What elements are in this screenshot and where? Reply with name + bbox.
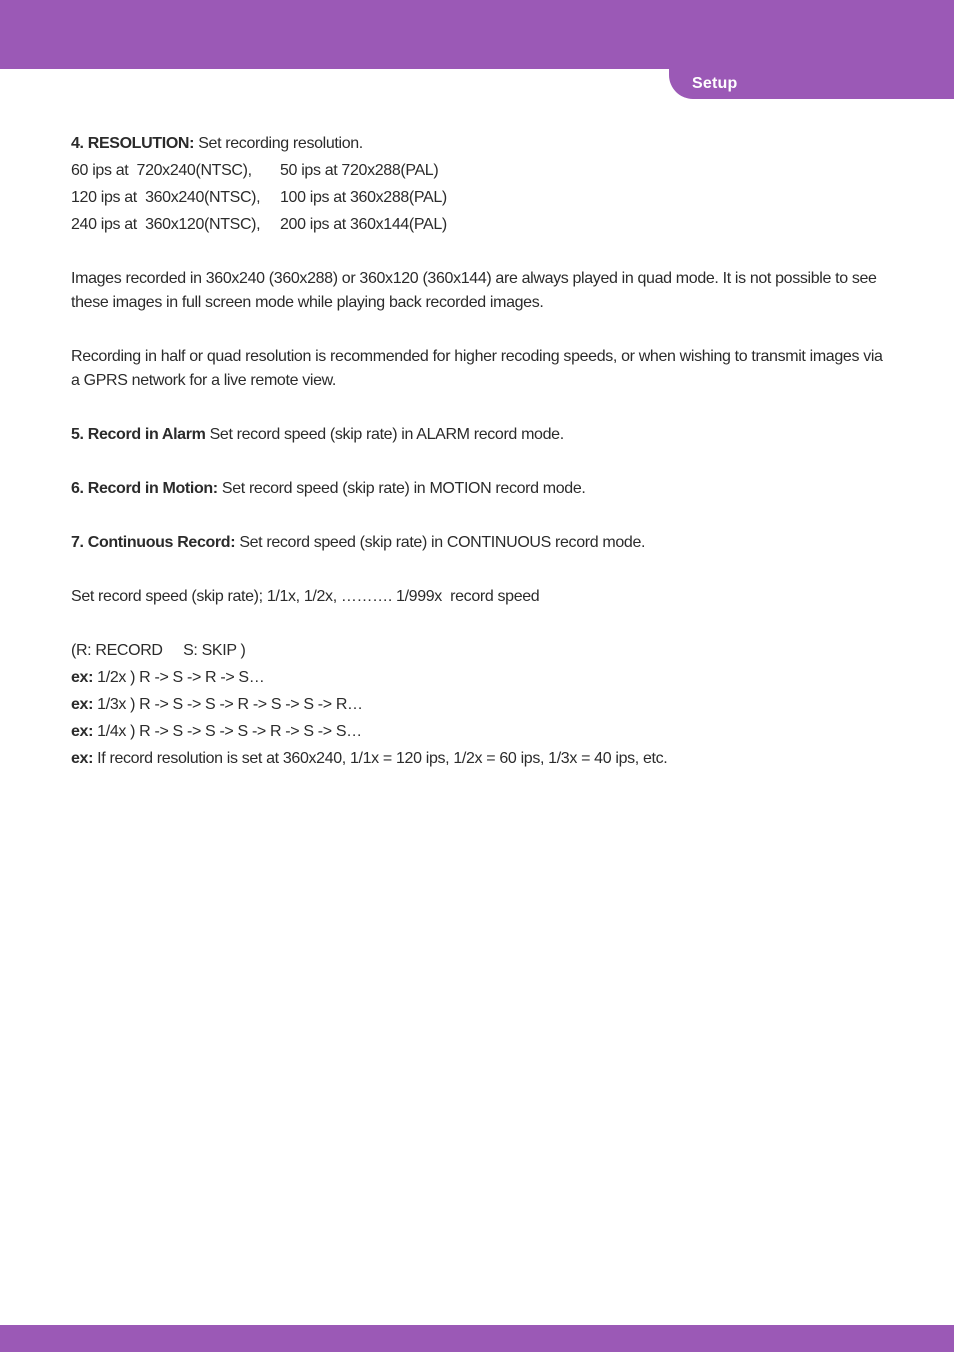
resolution-heading: 4. RESOLUTION: [71,135,195,152]
record-alarm-text: Set record speed (skip rate) in ALARM record mode. [205,426,564,443]
speed-line: Set record speed (skip rate); 1/1x, 1/2x, ………. 1/999x record speed [71,588,540,605]
record-motion-heading: 6. Record in Motion: [71,480,218,497]
resolution-ntsc: 60 ips at 720x240(NTSC), [71,162,252,179]
resolution-ntsc: 120 ips at 360x240(NTSC), [71,189,261,206]
record-alarm-heading: 5. Record in Alarm [71,426,206,443]
resolution-row [71,157,886,184]
section-tab-label: Setup [692,75,738,92]
resolution-pal: 200 ips at 360x144(PAL) [280,216,447,233]
page-content [71,130,886,772]
record-motion-item [71,475,886,502]
example-label: ex: [71,750,94,767]
footer-band [0,1325,954,1352]
example-line [71,745,886,772]
continuous-record-item [71,529,886,556]
continuous-record-text: Set record speed (skip rate) in CONTINUOUS record mode. [235,534,646,551]
recommendation-note: Recording in half or quad resolution is recommended for higher recoding speeds, or when wishing to transmit images via a GPRS network for a live remote view. [71,348,883,389]
quad-mode-note: Images recorded in 360x240 (360x288) or 360x120 (360x144) are always played in quad mode. It is not possible to see these images in full screen mode while playing back recorded images. [71,270,877,311]
resolution-pal: 100 ips at 360x288(PAL) [280,189,447,206]
example-text: 1/2x ) R -> S -> R -> S… [93,669,265,686]
example-line [71,718,886,745]
example-line [71,691,886,718]
example-line [71,664,886,691]
example-label: ex: [71,723,94,740]
section-tab [669,69,954,99]
resolution-description: Set recording resolution. [198,135,363,152]
example-label: ex: [71,669,94,686]
example-text: 1/4x ) R -> S -> S -> S -> R -> S -> S… [93,723,362,740]
continuous-record-heading: 7. Continuous Record: [71,534,236,551]
legend-line: (R: RECORD S: SKIP ) [71,642,246,659]
resolution-row [71,211,886,238]
example-label: ex: [71,696,94,713]
record-alarm-item [71,421,886,448]
example-text: 1/3x ) R -> S -> S -> R -> S -> S -> R… [93,696,363,713]
resolution-row [71,184,886,211]
header-band [0,0,954,69]
record-motion-text: Set record speed (skip rate) in MOTION record mode. [217,480,586,497]
resolution-ntsc: 240 ips at 360x120(NTSC), [71,216,261,233]
resolution-heading-line [71,130,886,157]
example-text: If record resolution is set at 360x240, 1/1x = 120 ips, 1/2x = 60 ips, 1/3x = 40 ips, etc. [93,750,668,767]
resolution-pal: 50 ips at 720x288(PAL) [280,162,439,179]
